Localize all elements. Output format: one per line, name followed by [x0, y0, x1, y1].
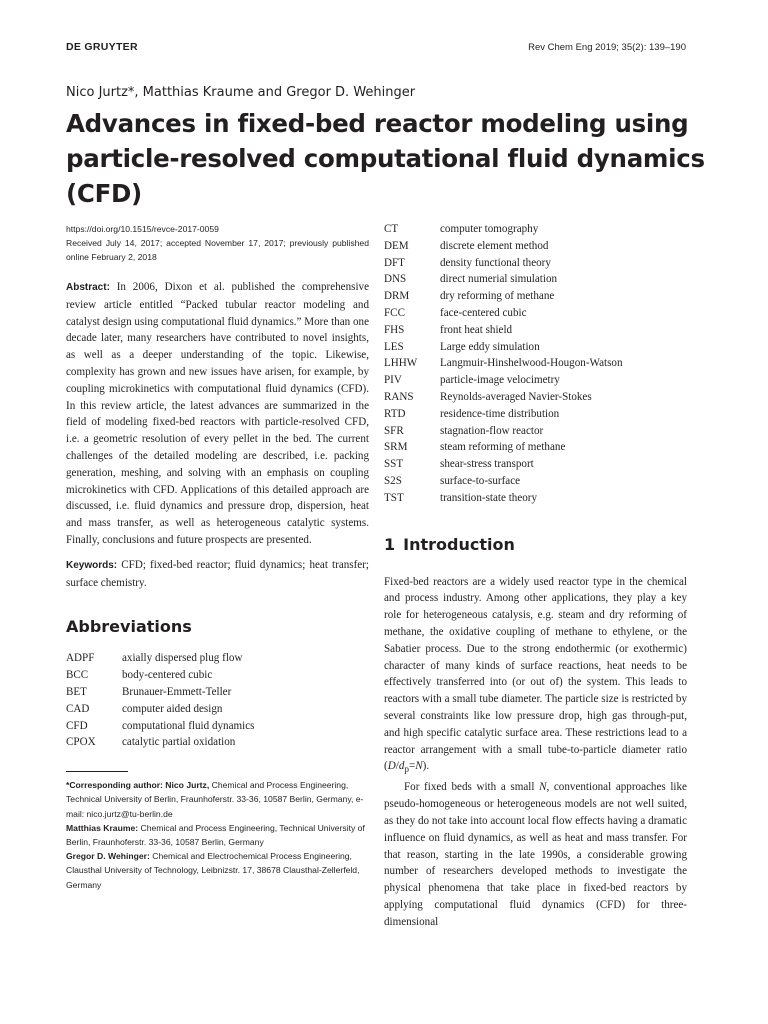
abbreviation-row [384, 490, 687, 507]
abbreviation: PIV [384, 374, 402, 387]
coauthor-label: Matthias Kraume: [66, 822, 139, 833]
doi-link[interactable]: https://doi.org/10.1515/revce-2017-0059 [66, 224, 219, 234]
abbreviation-row [384, 305, 687, 322]
ratio-symbol-d: d [398, 760, 405, 773]
abbreviation: RTD [384, 407, 406, 420]
abbreviation-row [66, 667, 369, 684]
abbreviation-row [384, 271, 687, 288]
abbreviation-expansion: computer tomography [440, 223, 539, 235]
abbreviation-row [384, 339, 687, 356]
abbreviation-row [384, 221, 687, 238]
right-column [384, 221, 687, 931]
abbreviation-expansion: discrete element method [440, 239, 549, 252]
received-dates: Received July 14, 2017; accepted November 17, 2017; previously published online February 2, 2018 [66, 238, 369, 262]
abbreviation-row [384, 372, 687, 389]
abstract-text: In 2006, Dixon et al. published the comprehensive review article entitled “Packed tubular reactor modeling and catalyst design using computational fluid dynamics.” More than one decade later, many researchers have contributed to novel insights, as well as a deeper understanding of the topic. Likewise, complexity has grown and new issues have arisen, for example, by coupling microkinetics with computational fluid dynamics (CFD). In this review article, the latest advances are summarized in the field of modeling fixed-bed reactors with particle-resolved CFD, i.e. a geometric resolution of every pellet in the bed. The current challenges of the detailed modeling are described, i.e. packing generation, meshing, and solving with an emphasis on coupling microkinetics with CFD. Applications of this detailed approach are discussed, i.e. fluid dynamics and pressure drop, dispersion, heat and mass transfer, as well as heterogeneous catalytic systems. Finally, conclusions and future prospects are presented. [66, 281, 370, 546]
abbreviation-row [66, 701, 369, 718]
abbreviation-expansion: dry reforming of methane [440, 290, 555, 303]
abstract [66, 279, 369, 549]
abbreviation-expansion: Large eddy simulation [440, 340, 540, 353]
author-list: Nico Jurtz*, Matthias Kraume and Gregor D. Wehinger [66, 85, 416, 100]
footnote-divider [66, 771, 128, 772]
coauthor-affiliation: Chemical and Process Engineering, Technical University of Berlin, Fraunhoferstr. 33-36, 10587 Berlin, Germany [66, 822, 365, 847]
abbreviation-row [384, 423, 687, 440]
coauthor-affiliation: Chemical and Electrochemical Process Engineering, Clausthal University of Technology, Leibnizstr. 17, 38678 Clausthal-Zellerfeld, Germany [66, 851, 360, 890]
abbreviation: RANS [384, 390, 414, 403]
abbreviation-expansion: computational fluid dynamics [122, 719, 255, 732]
abbreviation: BCC [66, 669, 89, 682]
ratio-slash: / [395, 760, 399, 773]
paragraph-text: , conventional approaches like pseudo-homogeneous or heterogeneous models are not well suited, as they do not take into account local flow effects having a dramatic influence on fluid dynamics, as well as heat and mass transfer. For that reason, starting in the late 1990s, a considerable growing number of researchers developed methods to investigate the physical phenomena that take place in fixed-bed reactors by applying computational fluid dynamics (CFD) for three-dimensional [384, 781, 687, 928]
left-column [66, 222, 369, 892]
abbreviations-heading: Abbreviations [66, 617, 192, 637]
abbreviation: DEM [384, 239, 409, 252]
abstract-label: Abstract: [66, 282, 110, 293]
abbreviation-row [384, 456, 687, 473]
publisher-name: DE GRUYTER [66, 41, 138, 53]
abbreviation-expansion: computer aided design [122, 702, 223, 715]
abbreviation-expansion: shear-stress transport [440, 458, 534, 471]
corresponding-author-label: *Corresponding author: Nico Jurtz, [66, 780, 210, 791]
abbreviation-expansion: direct numerial simulation [440, 273, 558, 286]
abbreviation-expansion: Brunauer-Emmett-Teller [122, 685, 232, 698]
abbreviation: LHHW [384, 357, 418, 370]
introduction-paragraph-1 [384, 574, 687, 780]
abbreviation: SRM [384, 441, 408, 454]
journal-citation: Rev Chem Eng 2019; 35(2): 139–190 [528, 42, 686, 53]
ratio-symbol-D: D [387, 760, 396, 773]
abbreviation: CPOX [66, 736, 96, 749]
abbreviation-expansion: residence-time distribution [440, 407, 560, 420]
abbreviation-expansion: stagnation-flow reactor [440, 424, 544, 437]
abbreviation-expansion: Langmuir-Hinshelwood-Hougon-Watson [440, 357, 623, 370]
keywords-label: Keywords: [66, 559, 118, 571]
abbreviation-row [384, 255, 687, 272]
abbreviation: BET [66, 685, 87, 698]
paragraph-text: For fixed beds with a small [404, 781, 540, 794]
abbreviation: SFR [384, 424, 404, 437]
abbreviation-row [384, 406, 687, 423]
ratio-symbol-N: N [415, 760, 423, 773]
abbreviation: LES [384, 340, 404, 353]
abbreviation-row [66, 734, 369, 751]
abbreviation: DNS [384, 273, 407, 286]
section-number: 1 [384, 534, 396, 554]
abbreviation-row [384, 322, 687, 339]
coauthor-label: Gregor D. Wehinger: [66, 851, 150, 862]
abbreviation-expansion: front heat shield [440, 323, 513, 336]
abbreviation-expansion: transition-state theory [440, 491, 538, 504]
keywords-text: CFD; fixed-bed reactor; fluid dynamics; heat transfer; surface chemistry. [66, 558, 369, 589]
abbreviation-row [384, 389, 687, 406]
abbreviation-row [66, 650, 369, 667]
abbreviation-row [66, 718, 369, 735]
article-title: Advances in fixed-bed reactor modeling using particle-resolved computational fluid dynamics (CFD) [66, 109, 705, 208]
abbreviation-row [384, 288, 687, 305]
abbreviation-expansion: body-centered cubic [122, 669, 213, 682]
symbol-N: N [539, 781, 547, 794]
paragraph-text: Fixed-bed reactors are a widely used reactor type in the chemical and process industry. Among other applications, they play a key role for heterogeneous catalysis, e.g. steam and dry reforming of methane, the oxidative coupling of methane to ethylene, or the Sabatier process. Due to the strong endothermic (or exothermic) character of many kinds of surface reactions, heat needs to be effectively transferred into (or out of) the system. This leads to reactors with a small tube diameter. The particle size is restricted by several constraints like low pressure drop, high gas through-put, and high specific catalytic surface area. These restrictions lead to a reactor arrangement with a small tube-to-particle diameter ratio ( [384, 575, 687, 773]
section-title: Introduction [403, 534, 515, 554]
introduction-heading [384, 535, 687, 554]
abbreviation: FHS [384, 323, 405, 336]
affiliation-footnote [66, 778, 369, 892]
abbreviation-expansion: catalytic partial oxidation [122, 736, 236, 749]
abbreviation: ADPF [66, 652, 95, 665]
abbreviation-row [66, 684, 369, 701]
abbreviation: DRM [384, 290, 410, 303]
abbreviation-row [384, 473, 687, 490]
abbreviation-expansion: steam reforming of methane [440, 441, 566, 454]
abbreviation-list-right [384, 221, 687, 507]
abbreviation-list-left [66, 650, 369, 751]
running-header [66, 41, 686, 55]
introduction-paragraph-2 [384, 779, 687, 930]
abbreviation: CAD [66, 702, 90, 715]
ratio-close: ). [422, 760, 430, 773]
abbreviation-expansion: particle-image velocimetry [440, 374, 560, 387]
abbreviation-expansion: Reynolds-averaged Navier-Stokes [440, 390, 592, 403]
abbreviation: SST [384, 458, 404, 471]
abbreviation-expansion: face-centered cubic [440, 306, 527, 319]
abbreviation-expansion: surface-to-surface [440, 474, 521, 487]
abbreviation: CFD [66, 719, 88, 732]
abbreviation: TST [384, 491, 404, 504]
keywords [66, 557, 369, 592]
corresponding-author-affiliation: Chemical and Process Engineering, Technical University of Berlin, Fraunhoferstr. 33-36, 10587 Berlin, Germany, e-mail: nico.jurtz@tu-berlin.de [66, 780, 364, 819]
abbreviation: S2S [384, 474, 402, 487]
abbreviation-row [384, 439, 687, 456]
ratio-subscript: p [404, 765, 409, 776]
abbreviation-expansion: axially dispersed plug flow [122, 652, 243, 665]
abbreviation-expansion: density functional theory [440, 256, 551, 269]
ratio-equals: = [408, 760, 416, 773]
article-meta [66, 222, 369, 264]
abbreviation-row [384, 355, 687, 372]
abbreviation: CT [384, 223, 399, 235]
abbreviation: DFT [384, 256, 405, 269]
abbreviation: FCC [384, 306, 405, 319]
abbreviation-row [384, 238, 687, 255]
